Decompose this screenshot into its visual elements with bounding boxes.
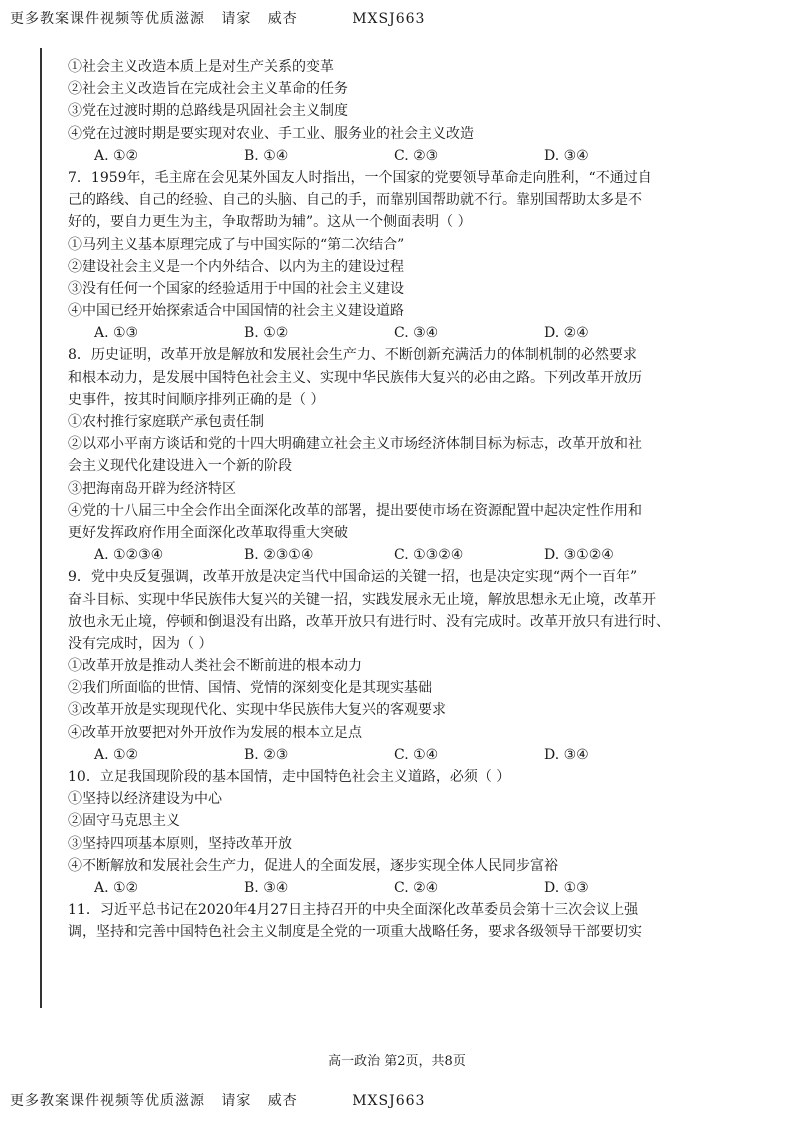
question-10: 10．立足我国现阶段的基本国情，走中国特色社会主义道路，必须（ ） (68, 769, 511, 785)
question-11: 11．习近平总书记在2020年4月27日主持召开的中央全面深化改革委员会第十三次会议上强 (68, 902, 639, 919)
option: A. ①③ (94, 325, 139, 342)
option: A. ①② (94, 147, 139, 164)
option: C. ③④ (394, 325, 439, 342)
option: D. ②④ (544, 325, 589, 342)
statement: ③没有任何一个国家的经验适用于中国的社会主义建设 (68, 280, 404, 297)
question-7: 己的路线、自己的经验、自己的头脑、自己的手，而靠别国帮助就不行。靠别国帮助太多是不 (68, 192, 642, 209)
question-9: 奋斗目标、实现中华民族伟大复兴的关键一招，实践发展永无止境，解放思想永无止境，改革开 (68, 591, 656, 608)
statement: ③改革开放是实现现代化、实现中华民族伟大复兴的客观要求 (68, 702, 446, 719)
question-11: 调，坚持和完善中国特色社会主义制度是全党的一项重大战略任务，要求各级领导干部要切实 (68, 924, 642, 941)
option: B. ①④ (244, 147, 289, 164)
statement: ③把海南岛开辟为经济特区 (68, 480, 236, 497)
option: D. ③①②④ (544, 547, 614, 564)
statement: ④不断解放和发展社会生产力，促进人的全面发展，逐步实现全体人民同步富裕 (68, 857, 558, 874)
statement: ①坚持以经济建设为中心 (68, 791, 222, 808)
options-q8 (68, 544, 748, 566)
question-9: 没有完成时，因为（ ） (68, 635, 213, 652)
statement: ①农村推行家庭联产承包责任制 (68, 414, 264, 430)
options-q10 (68, 877, 748, 899)
option: C. ①④ (394, 746, 439, 763)
option: B. ①② (244, 325, 289, 342)
page-number: 高一政治 第2页，共8页 (328, 1054, 466, 1069)
option: D. ①③ (544, 879, 589, 896)
option: B. ②③①④ (244, 547, 314, 564)
statement: ④党在过渡时期是要实现对农业、手工业、服务业的社会主义改造 (68, 125, 474, 142)
statement: ②我们所面临的世情、国情、党情的深刻变化是其现实基础 (68, 680, 432, 697)
question-7: 7．1959年，毛主席在会见某外国友人时指出，一个国家的党要领导革命走向胜利，“不通过自 (68, 169, 652, 186)
option: B. ③④ (244, 879, 289, 896)
options-q9 (68, 744, 748, 766)
option: D. ③④ (544, 147, 589, 164)
statement: ②建设社会主义是一个内外结合、以内为主的建设过程 (68, 258, 404, 275)
option: A. ①②③④ (94, 547, 164, 564)
option: C. ②④ (394, 879, 439, 896)
options-q6 (68, 145, 748, 167)
statement: ①社会主义改造本质上是对生产关系的变革 (68, 59, 334, 75)
question-8: 和根本动力，是发展中国特色社会主义、实现中华民族伟大复兴的必由之路。下列改革开放历 (68, 369, 642, 386)
option: D. ③④ (544, 746, 589, 763)
statement: ④改革开放要把对外开放作为发展的根本立足点 (68, 724, 362, 741)
statement: ④党的十八届三中全会作出全面深化改革的部署，提出要使市场在资源配置中起决定性作用和 (68, 502, 642, 519)
option: A. ①② (94, 879, 139, 896)
option: C. ①③②④ (394, 547, 464, 564)
exam-content (68, 56, 748, 944)
question-7: 好的，要自力更生为主，争取帮助为辅”。这从一个侧面表明（ ） (68, 214, 472, 231)
options-q7 (68, 322, 748, 344)
footer-watermark: 更多教案课件视频等优质滋源 请家 威杏 MXSJ663 (10, 1093, 426, 1109)
statement: ②固守马克思主义 (68, 813, 180, 830)
option: A. ①② (94, 746, 139, 763)
statement: 会主义现代化建设进入一个新的阶段 (68, 458, 292, 475)
question-9: 9．党中央反复强调，改革开放是决定当代中国命运的关键一招，也是决定实现“两个一百年” (68, 569, 638, 586)
header-watermark: 更多教案课件视频等优质滋源 请家 威杏 MXSJ663 (10, 11, 426, 27)
statement: ②社会主义改造旨在完成社会主义革命的任务 (68, 81, 348, 98)
statement: ③党在过渡时期的总路线是巩固社会主义制度 (68, 103, 348, 120)
statement: ①改革开放是推动人类社会不断前进的根本动力 (68, 658, 362, 675)
statement: 更好发挥政府作用全面深化改革取得重大突破 (68, 524, 348, 541)
statement: ①马列主义基本原理完成了与中国实际的“第二次结合” (68, 236, 405, 253)
question-9: 放也永无止境，停顿和倒退没有出路，改革开放只有进行时、没有完成时。改革开放只有进行时、 (68, 613, 670, 630)
statement: ②以邓小平南方谈话和党的十四大明确建立社会主义市场经济体制目标为标志，改革开放和社 (68, 436, 642, 453)
question-8: 8．历史证明，改革开放是解放和发展社会生产力、不断创新充满活力的体制机制的必然要求 (68, 347, 637, 364)
option: B. ②③ (244, 746, 289, 763)
option: C. ②③ (394, 147, 439, 164)
question-8: 史事件，按其时间顺序排列正确的是（ ） (68, 391, 325, 408)
statement: ④中国已经开始探索适合中国国情的社会主义建设道路 (68, 303, 404, 320)
statement: ③坚持四项基本原则，坚持改革开放 (68, 835, 292, 852)
